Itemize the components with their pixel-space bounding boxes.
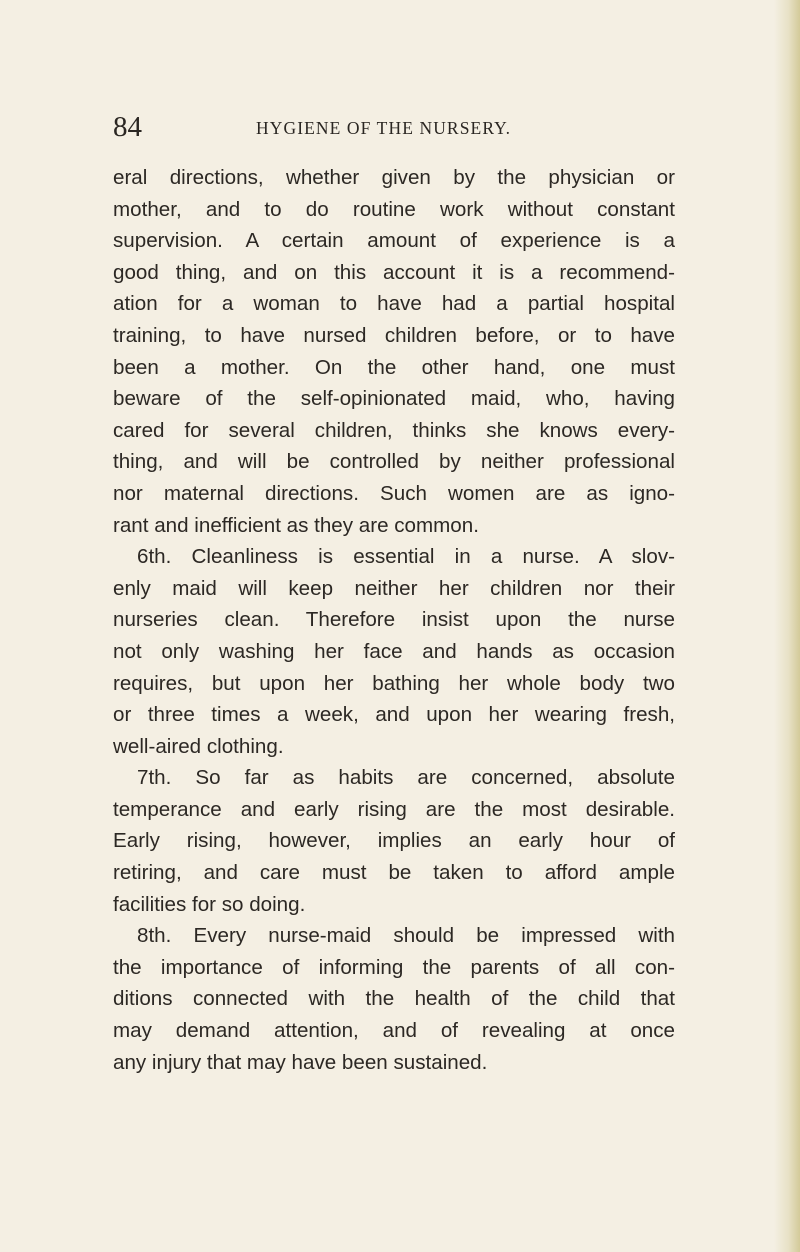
text-line: or three times a week, and upon her wearing fresh, [113, 703, 675, 727]
text-line: 6th. Cleanliness is essential in a nurse. A slov- [137, 545, 675, 569]
text-line: been a mother. On the other hand, one must [113, 355, 675, 379]
text-line: may demand attention, and of revealing at once [113, 1019, 675, 1043]
page-header [113, 110, 673, 144]
text-line: cared for several children, thinks she knows every- [113, 418, 675, 442]
text-line: Early rising, however, implies an early hour of [113, 829, 675, 853]
body-text [113, 162, 675, 1078]
text-line: 8th. Every nurse-maid should be impressed with [137, 924, 675, 948]
text-line: the importance of informing the parents of all con- [113, 955, 675, 979]
text-line: well-aired clothing. [113, 734, 284, 758]
page-edge-shadow [774, 0, 800, 1252]
text-line: requires, but upon her bathing her whole body two [113, 671, 675, 695]
text-line: eral directions, whether given by the physician or [113, 166, 675, 189]
text-line: ation for a woman to have had a partial hospital [113, 292, 675, 316]
text-line: thing, and will be controlled by neither professional [113, 450, 675, 474]
text-line: not only washing her face and hands as occasion [113, 639, 675, 663]
text-line: any injury that may have been sustained. [113, 1050, 488, 1074]
text-line: facilities for so doing. [113, 892, 306, 916]
text-line: rant and inefficient as they are common. [113, 513, 479, 537]
text-line: enly maid will keep neither her children nor their [113, 576, 675, 600]
text-line: training, to have nursed children before, or to have [113, 323, 675, 347]
page-number: 84 [113, 111, 142, 143]
text-line: retiring, and care must be taken to afford ample [113, 861, 675, 885]
text-line: good thing, and on this account it is a recommend- [113, 260, 675, 284]
text-line: mother, and to do routine work without constant [113, 197, 675, 221]
text-line: temperance and early rising are the most desirable. [113, 797, 675, 821]
text-line: 7th. So far as habits are concerned, absolute [137, 766, 675, 790]
text-line: nor maternal directions. Such women are as igno- [113, 481, 675, 505]
text-line: beware of the self-opinionated maid, who, having [113, 387, 675, 411]
running-head: HYGIENE OF THE NURSERY. [256, 118, 512, 138]
text-line: nurseries clean. Therefore insist upon the nurse [113, 608, 675, 632]
text-line: supervision. A certain amount of experience is a [113, 229, 675, 253]
text-line: ditions connected with the health of the child that [113, 987, 675, 1011]
